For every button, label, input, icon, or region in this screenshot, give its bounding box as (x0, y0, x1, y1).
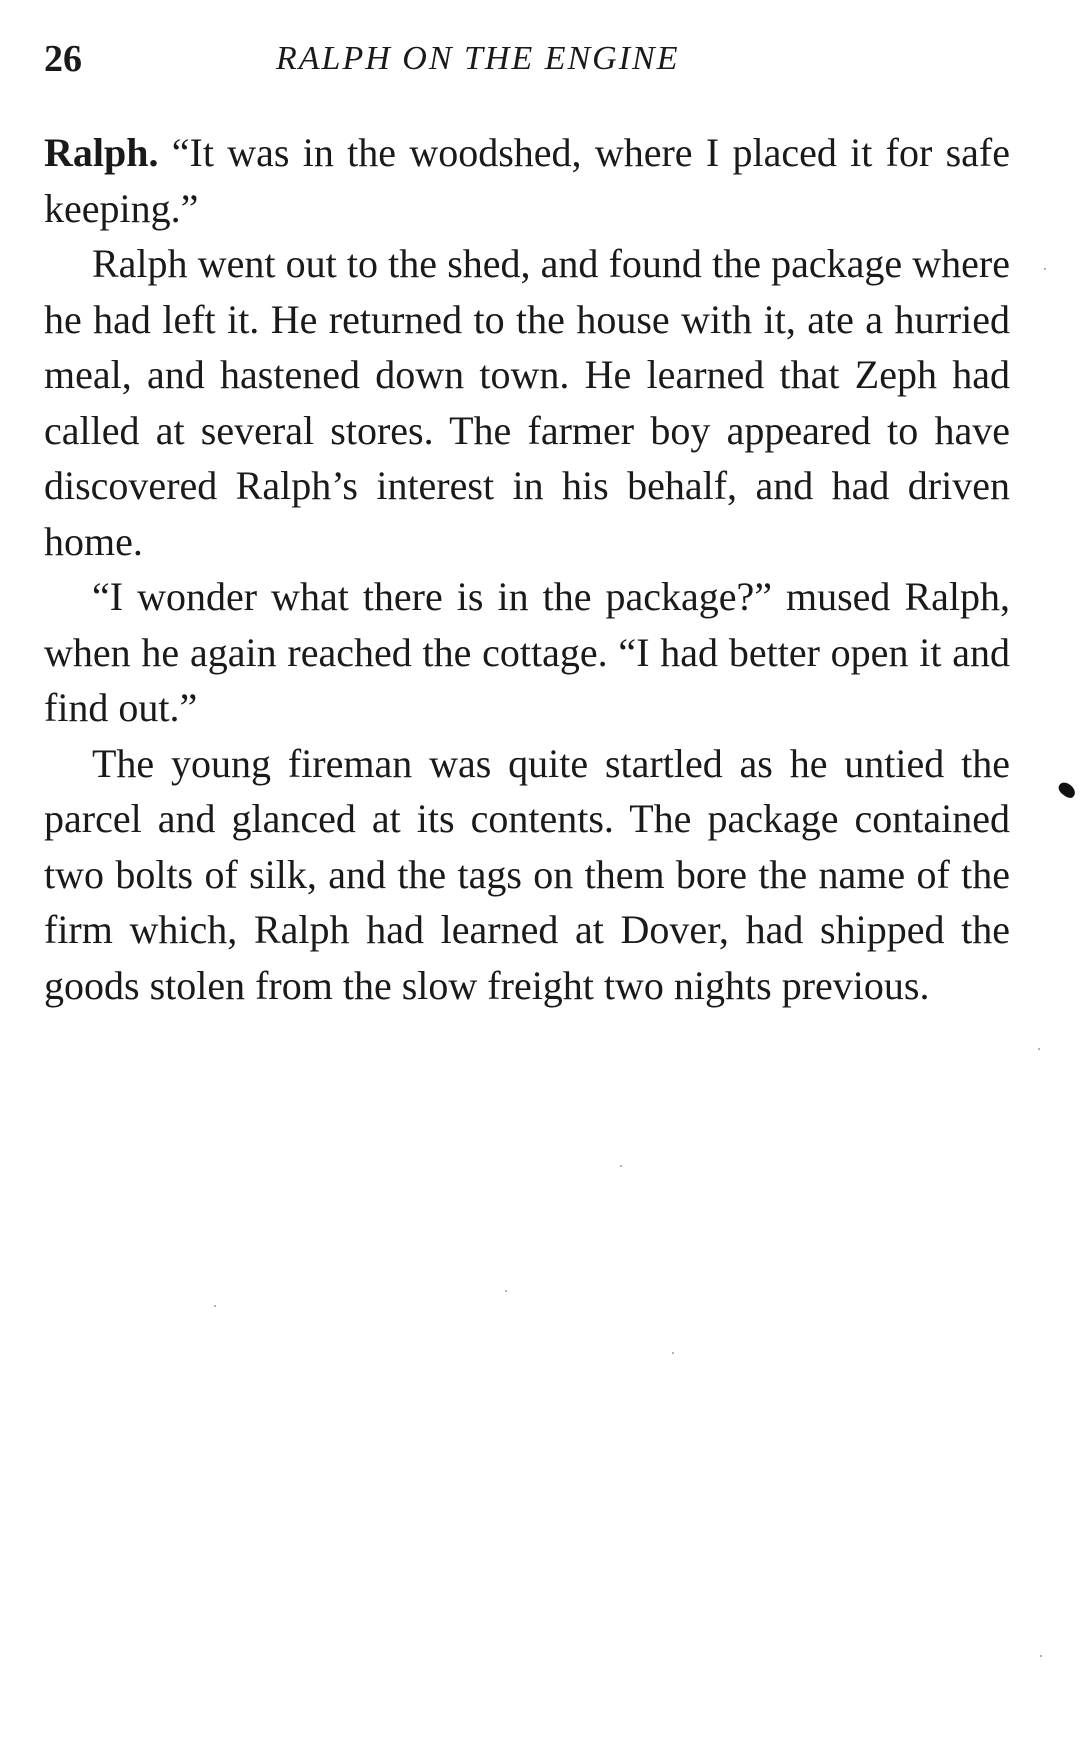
page-speck (1038, 1048, 1040, 1050)
page-speck (672, 1352, 674, 1354)
running-head (44, 34, 1004, 84)
paragraph-2: Ralph went out to the shed, and found the package where he had left it. He returned to the house with it, ate a hurried meal, and hastened down town. He learned that Zeph had called at several stores. The farmer boy appeared to have discovered Ralph’s interest in his behalf, and had driven home. (44, 241, 1010, 564)
speaker-name: Ralph. (44, 130, 159, 175)
page-speck (1044, 268, 1046, 270)
page-speck (214, 1305, 216, 1307)
page-speck (505, 1290, 507, 1292)
page-speck (620, 1165, 622, 1167)
page-speck (1040, 1655, 1042, 1657)
body-text (44, 125, 1010, 1013)
paragraph-1-text: “It was in the woodshed, where I placed it for safe keeping.” (44, 130, 1010, 231)
paragraph-4: The young fireman was quite startled as he untied the parcel and glanced at its contents. The package contained two bolts of silk, and the tags on them bore the name of the firm which, Ralph had learned at Dover, had shipped the goods stolen from the slow freight two nights previous. (44, 740, 1010, 1008)
running-title: RALPH ON THE ENGINE (276, 40, 680, 77)
paragraph-3: “I wonder what there is in the package?” mused Ralph, when he again reached the cottage. “I had better open it and find out.” (44, 574, 1010, 730)
page-number: 26 (44, 38, 82, 80)
ink-smudge (1056, 780, 1078, 800)
paragraph-1 (44, 125, 1010, 236)
